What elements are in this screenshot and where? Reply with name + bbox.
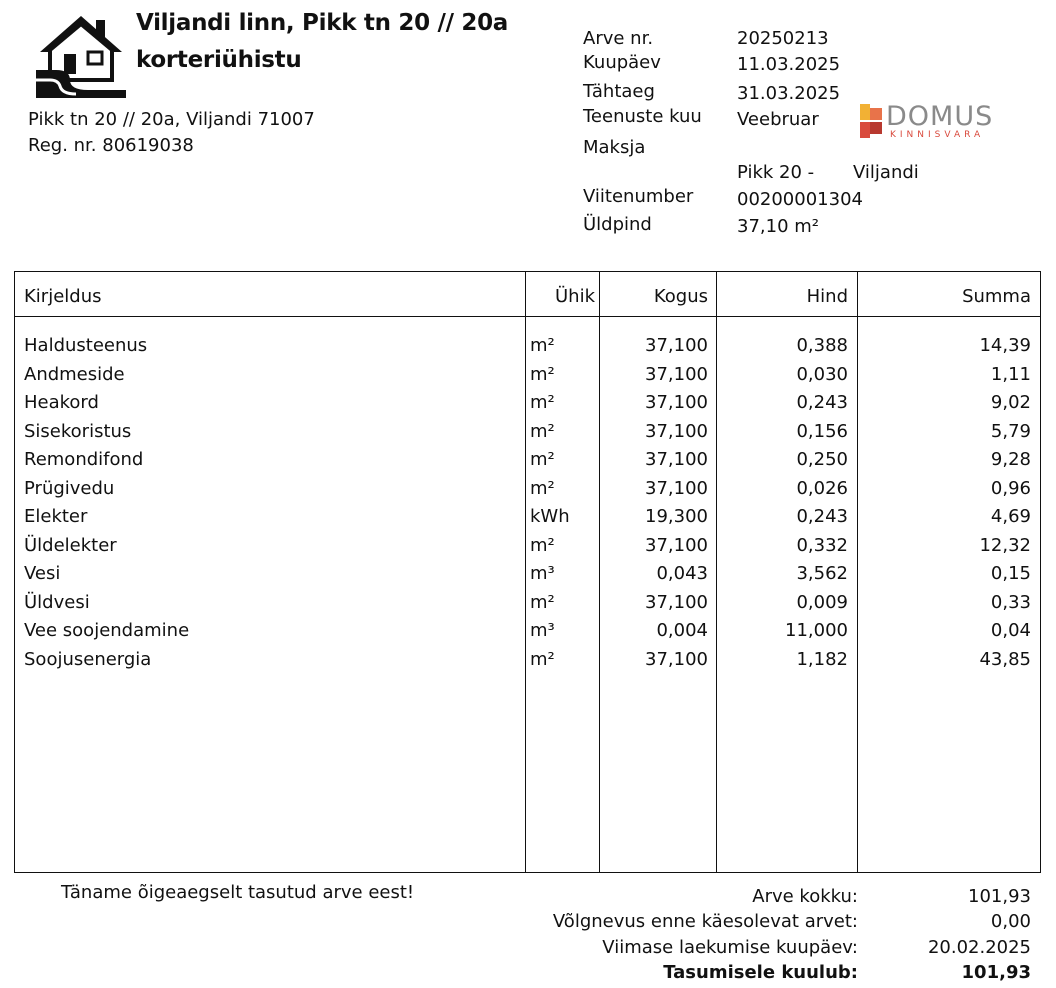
invoice-ref-label: Viitenumber	[583, 186, 694, 207]
row-description: Andmeside	[24, 363, 125, 385]
row-sum: 0,15	[990, 563, 1031, 584]
row-sum: 43,85	[979, 648, 1031, 670]
invoice-payer-label: Maksja	[583, 137, 646, 158]
row-price: 0,156	[796, 420, 848, 442]
debt-amount: 0,00	[990, 911, 1031, 932]
row-sum: 12,32	[979, 534, 1031, 556]
table-row	[15, 506, 1040, 534]
row-unit: m²	[530, 449, 555, 470]
row-quantity: 37,100	[645, 591, 708, 613]
row-sum: 14,39	[979, 335, 1031, 356]
row-sum: 9,02	[990, 392, 1031, 413]
row-unit: m²	[530, 591, 555, 613]
invoice-month: Veebruar	[737, 109, 819, 130]
table-row	[15, 563, 1040, 591]
row-quantity: 0,043	[656, 563, 708, 584]
row-price: 0,026	[796, 477, 848, 499]
table-row	[15, 592, 1040, 620]
row-unit: m²	[530, 363, 555, 385]
row-price: 0,030	[796, 363, 848, 385]
row-description: Sisekoristus	[24, 420, 132, 442]
last-payment-date: 20.02.2025	[927, 937, 1031, 958]
house-logo-icon	[36, 14, 126, 98]
row-description: Üldelekter	[24, 534, 117, 556]
invoice-payer-address-1: Pikk 20 -	[737, 162, 815, 183]
row-unit: m³	[530, 620, 555, 641]
row-description: Heakord	[24, 392, 99, 413]
row-sum: 9,28	[990, 449, 1031, 470]
row-quantity: 37,100	[645, 363, 708, 385]
row-sum: 1,11	[990, 363, 1031, 385]
table-row	[15, 649, 1040, 677]
table-row	[15, 535, 1040, 563]
row-unit: m³	[530, 563, 555, 584]
debt-label: Võlgnevus enne käesolevat arvet:	[552, 911, 858, 932]
row-description: Üldvesi	[24, 591, 90, 613]
row-unit: m²	[530, 534, 555, 556]
invoice-payer-address-2: Viljandi	[853, 162, 919, 183]
row-price: 0,243	[796, 506, 848, 527]
thanks-message: Täname õigeaegselt tasutud arve eest!	[61, 882, 415, 903]
org-title-line1: Viljandi linn, Pikk tn 20 // 20a	[136, 10, 509, 36]
table-row	[15, 392, 1040, 420]
row-quantity: 37,100	[645, 648, 708, 670]
table-row	[15, 364, 1040, 392]
invoice-date: 11.03.2025	[737, 54, 841, 75]
row-unit: m²	[530, 392, 555, 413]
table-row	[15, 421, 1040, 449]
row-unit: m²	[530, 648, 555, 670]
invoice-due: 31.03.2025	[737, 83, 841, 104]
invoice-number: 20250213	[737, 28, 829, 49]
row-description: Elekter	[24, 506, 88, 527]
row-unit: m²	[530, 477, 555, 499]
domus-logo	[858, 101, 1018, 144]
org-title-line2: korteriühistu	[136, 47, 302, 73]
row-description: Prügivedu	[24, 477, 115, 499]
header-description: Kirjeldus	[24, 286, 102, 307]
row-quantity: 0,004	[656, 620, 708, 641]
domus-brand-name: DOMUS	[886, 101, 994, 132]
row-sum: 0,33	[990, 591, 1031, 613]
table-row	[15, 620, 1040, 648]
row-quantity: 37,100	[645, 477, 708, 499]
row-quantity: 37,100	[645, 392, 708, 413]
items-table	[14, 271, 1041, 873]
header-price: Hind	[806, 286, 848, 307]
domus-brand-sub: KINNISVARA	[890, 130, 985, 140]
row-price: 1,182	[796, 648, 848, 670]
invoice-month-label: Teenuste kuu	[583, 106, 702, 127]
row-unit: kWh	[530, 506, 570, 527]
row-description: Haldusteenus	[24, 335, 148, 356]
invoice-date-label: Kuupäev	[583, 52, 661, 73]
header-unit: Ühik	[555, 286, 596, 307]
row-sum: 5,79	[990, 420, 1031, 442]
row-price: 0,332	[796, 534, 848, 556]
row-price: 0,388	[796, 335, 848, 356]
header-quantity: Kogus	[653, 286, 708, 307]
header-sum: Summa	[962, 286, 1031, 307]
row-price: 0,243	[796, 392, 848, 413]
invoice-total-label: Arve kokku:	[752, 886, 858, 907]
invoice-area-label: Üldpind	[583, 214, 652, 235]
row-quantity: 37,100	[645, 534, 708, 556]
row-quantity: 19,300	[645, 506, 708, 527]
last-payment-label: Viimase laekumise kuupäev:	[602, 937, 858, 958]
row-unit: m²	[530, 335, 555, 356]
row-price: 0,250	[796, 449, 848, 470]
org-reg-number: Reg. nr. 80619038	[28, 135, 194, 156]
table-header-divider	[15, 316, 1040, 317]
row-description: Vee soojendamine	[24, 620, 190, 641]
amount-due: 101,93	[961, 962, 1031, 983]
row-quantity: 37,100	[645, 420, 708, 442]
row-sum: 0,04	[990, 620, 1031, 641]
row-unit: m²	[530, 420, 555, 442]
row-quantity: 37,100	[645, 449, 708, 470]
row-description: Soojusenergia	[24, 648, 152, 670]
row-price: 11,000	[785, 620, 848, 641]
table-row	[15, 335, 1040, 363]
row-price: 0,009	[796, 591, 848, 613]
row-quantity: 37,100	[645, 335, 708, 356]
amount-due-label: Tasumisele kuulub:	[663, 962, 858, 983]
row-description: Vesi	[24, 563, 61, 584]
invoice-ref: 00200001304	[737, 189, 863, 210]
invoice-total: 101,93	[968, 886, 1031, 907]
invoice-number-label: Arve nr.	[583, 28, 654, 49]
row-price: 3,562	[796, 563, 848, 584]
row-description: Remondifond	[24, 449, 144, 470]
table-row	[15, 449, 1040, 477]
domus-mark-icon	[858, 104, 884, 140]
invoice-due-label: Tähtaeg	[583, 81, 655, 102]
table-row	[15, 478, 1040, 506]
row-sum: 4,69	[990, 506, 1031, 527]
org-address: Pikk tn 20 // 20a, Viljandi 71007	[28, 109, 315, 130]
row-sum: 0,96	[990, 477, 1031, 499]
invoice-area: 37,10 m²	[737, 216, 820, 237]
